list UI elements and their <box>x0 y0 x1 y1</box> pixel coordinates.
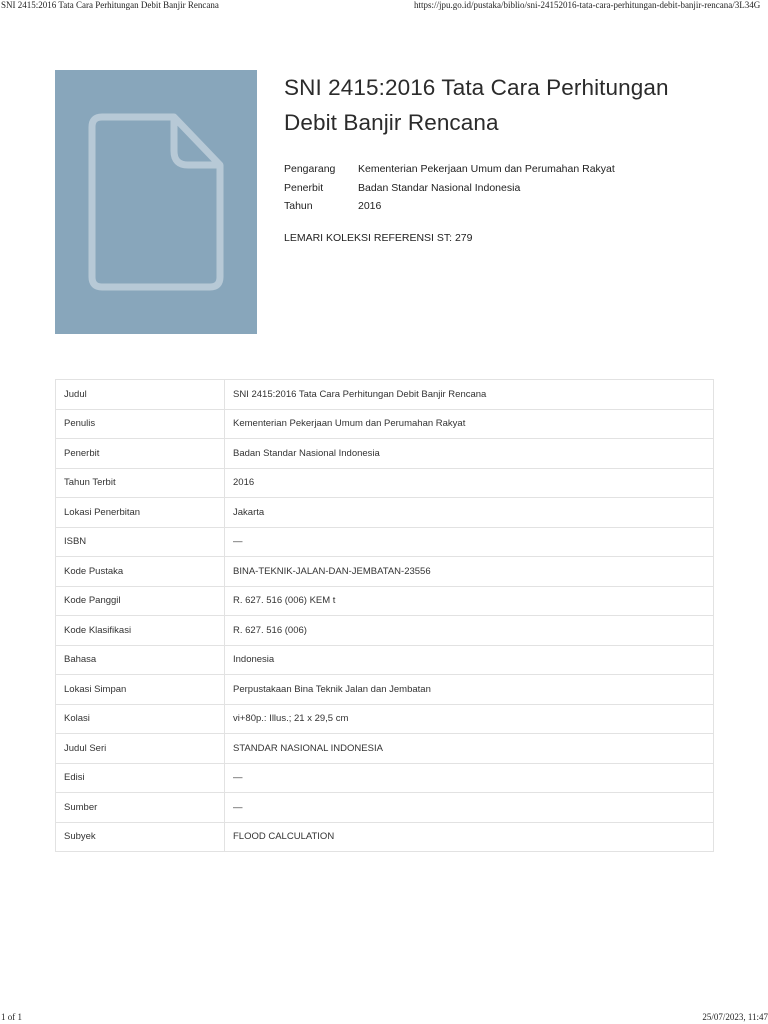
table-row <box>56 468 714 498</box>
detail-key: Bahasa <box>56 645 225 675</box>
table-row <box>56 557 714 587</box>
meta-row-author <box>284 160 724 179</box>
table-row <box>56 704 714 734</box>
detail-key: Judul <box>56 380 225 410</box>
detail-value: vi+80p.: Illus.; 21 x 29,5 cm <box>225 704 714 734</box>
detail-value: SNI 2415:2016 Tata Cara Perhitungan Debit Banjir Rencana <box>225 380 714 410</box>
shelf-location: LEMARI KOLEKSI REFERENSI ST: 279 <box>284 231 473 244</box>
detail-value: — <box>225 793 714 823</box>
detail-key: Penulis <box>56 409 225 439</box>
document-icon <box>88 113 224 291</box>
detail-value: 2016 <box>225 468 714 498</box>
print-date: 25/07/2023, 11:47 <box>702 1012 768 1022</box>
detail-value: — <box>225 763 714 793</box>
detail-value: Kementerian Pekerjaan Umum dan Perumahan Rakyat <box>225 409 714 439</box>
detail-value: STANDAR NASIONAL INDONESIA <box>225 734 714 764</box>
book-title: SNI 2415:2016 Tata Cara Perhitungan Debit Banjir Rencana <box>284 75 669 135</box>
detail-value: FLOOD CALCULATION <box>225 822 714 852</box>
detail-key: Tahun Terbit <box>56 468 225 498</box>
meta-label: Penerbit <box>284 181 324 194</box>
print-header-title: SNI 2415:2016 Tata Cara Perhitungan Debit Banjir Rencana <box>1 0 219 10</box>
table-row <box>56 586 714 616</box>
detail-key: Penerbit <box>56 439 225 469</box>
meta-value: Badan Standar Nasional Indonesia <box>358 181 521 194</box>
table-row <box>56 763 714 793</box>
meta-label: Pengarang <box>284 163 336 175</box>
detail-key: Judul Seri <box>56 734 225 764</box>
meta-value: 2016 <box>358 200 382 212</box>
table-row <box>56 527 714 557</box>
page-count: 1 of 1 <box>1 1012 22 1022</box>
detail-key: Lokasi Penerbitan <box>56 498 225 528</box>
table-row <box>56 675 714 705</box>
table-row <box>56 734 714 764</box>
detail-value: R. 627. 516 (006) <box>225 616 714 646</box>
detail-key: Kode Pustaka <box>56 557 225 587</box>
print-footer <box>0 1012 768 1024</box>
table-row <box>56 380 714 410</box>
detail-key: ISBN <box>56 527 225 557</box>
table-row <box>56 645 714 675</box>
book-info <box>284 70 724 244</box>
details-table <box>55 379 714 852</box>
detail-key: Lokasi Simpan <box>56 675 225 705</box>
detail-key: Sumber <box>56 793 225 823</box>
detail-value: Perpustakaan Bina Teknik Jalan dan Jembatan <box>225 675 714 705</box>
detail-value: R. 627. 516 (006) KEM t <box>225 586 714 616</box>
table-row <box>56 439 714 469</box>
meta-value: Kementerian Pekerjaan Umum dan Perumahan Rakyat <box>358 163 615 175</box>
table-row <box>56 498 714 528</box>
print-header-url: https://jpu.go.id/pustaka/biblio/sni-24152016-tata-cara-perhitungan-debit-banjir-rencana/3L34G <box>414 0 761 10</box>
detail-key: Edisi <box>56 763 225 793</box>
meta-label: Tahun <box>284 200 313 212</box>
book-meta <box>284 160 724 216</box>
table-row <box>56 409 714 439</box>
detail-value: Indonesia <box>225 645 714 675</box>
detail-key: Subyek <box>56 822 225 852</box>
detail-value: Badan Standar Nasional Indonesia <box>225 439 714 469</box>
detail-key: Kode Panggil <box>56 586 225 616</box>
table-row <box>56 793 714 823</box>
table-row <box>56 616 714 646</box>
detail-value: Jakarta <box>225 498 714 528</box>
book-cover <box>55 70 257 334</box>
detail-key: Kode Klasifikasi <box>56 616 225 646</box>
table-row <box>56 822 714 852</box>
detail-key: Kolasi <box>56 704 225 734</box>
detail-value: — <box>225 527 714 557</box>
meta-row-publisher <box>284 179 724 198</box>
print-header <box>0 0 768 12</box>
meta-row-year <box>284 197 724 216</box>
detail-value: BINA-TEKNIK-JALAN-DAN-JEMBATAN-23556 <box>225 557 714 587</box>
